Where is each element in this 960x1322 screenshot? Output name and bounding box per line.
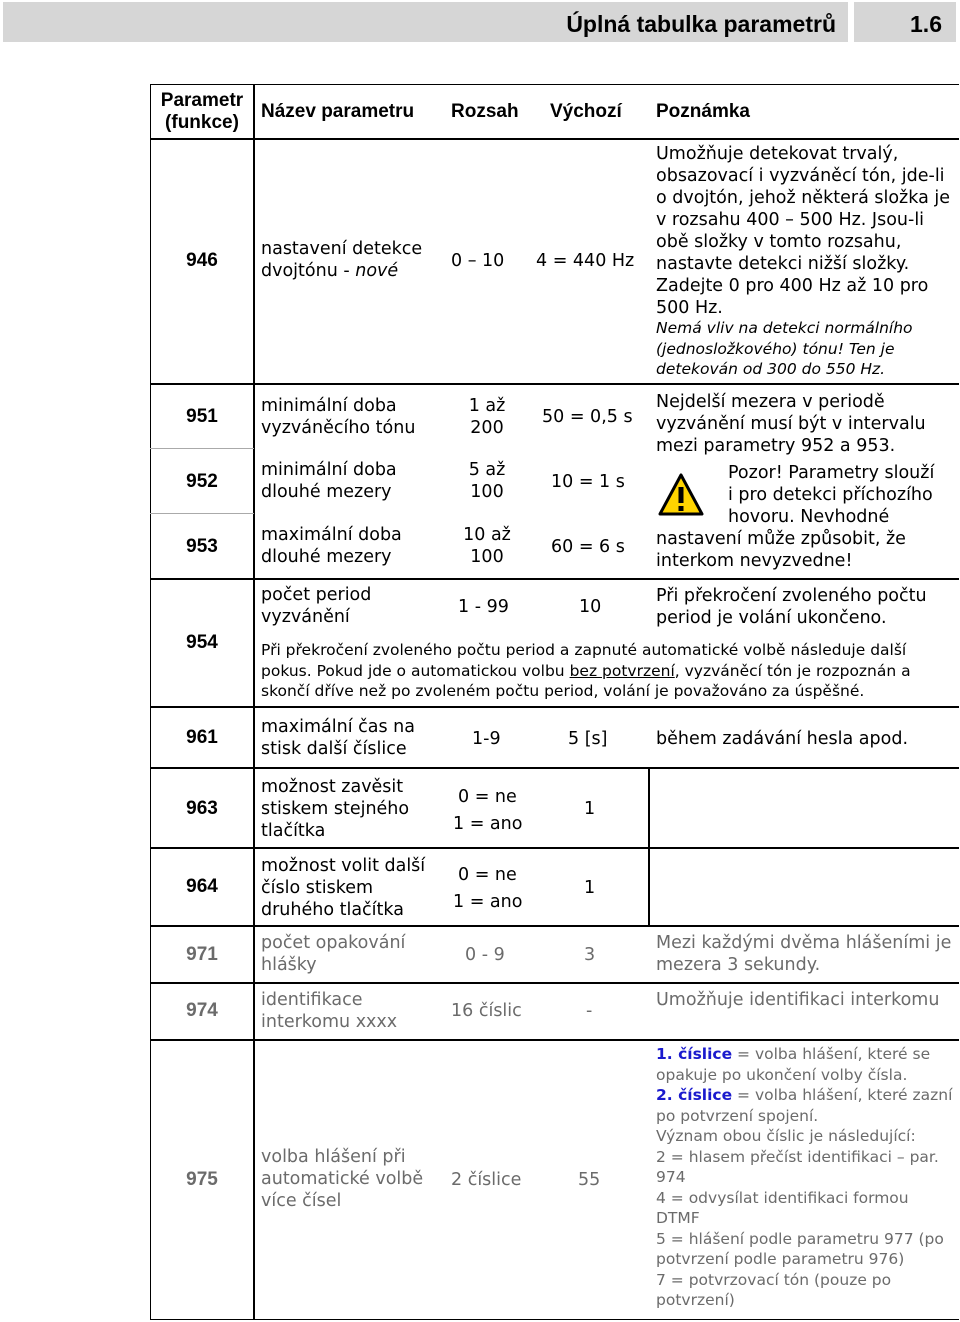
param-default: 10	[579, 597, 602, 617]
param-range: 16 číslic	[451, 1001, 522, 1021]
header-divider	[150, 138, 959, 140]
row-divider	[150, 448, 254, 449]
param-default: 4 = 440 Hz	[536, 251, 635, 271]
note-line: 7 = potvrzovací tón (pouze po potvrzení)	[656, 1270, 892, 1309]
param-range: 10 až 100	[463, 525, 511, 567]
warning-text-1: Pozor! Parametry slouží	[728, 463, 935, 483]
note-line: 2 = hlasem přečíst identifikaci – par. 974	[656, 1147, 939, 1186]
param-note-italic: Nemá vliv na detekci normálního (jednosložkového) tónu! Ten je detekován od 300 do 550 Hz.	[656, 319, 913, 378]
param-extra-note: Při překročení zvoleného počtu period a zapnuté automatické volbě následuje další pokus. Pokud jde o automatickou volbu bez potvrzení, vyzváněcí tón je rozpoznán a skončí dříve než po zvoleném počtu period, volání je považováno za úspěšné.	[261, 641, 911, 700]
note-line: Význam obou číslic je následující:	[656, 1127, 916, 1145]
col-header-param: Parametr (funkce)	[160, 90, 244, 133]
param-id: 952	[186, 471, 218, 492]
param-name: maximální doba dlouhé mezery	[261, 525, 402, 567]
param-range: 5 až 100	[468, 460, 506, 502]
param-id: 954	[186, 632, 218, 653]
row-divider	[150, 847, 959, 849]
page-title: Úplná tabulka parametrů	[3, 2, 848, 42]
param-default: 1	[584, 878, 596, 898]
warning-text-4: nastavení může způsobit, že interkom nevyzvedne!	[656, 529, 906, 571]
param-name: počet period vyzvánění	[261, 585, 372, 627]
col-header-default: Výchozí	[550, 101, 622, 122]
param-default: 60 = 6 s	[551, 537, 625, 557]
param-name: počet opakování hlášky	[261, 933, 406, 975]
col-header-note: Poznámka	[656, 101, 750, 122]
param-note: Nejdelší mezera v periodě vyzvánění musí být v intervalu mezi parametry 952 a 953.	[656, 392, 926, 456]
param-id: 946	[186, 250, 218, 271]
param-id: 961	[186, 727, 218, 748]
param-range: 1-9	[472, 729, 501, 749]
param-range: 0 – 10	[451, 251, 505, 271]
param-default: 55	[578, 1170, 601, 1190]
param-range: 1 - 99	[458, 597, 509, 617]
param-note	[656, 1044, 956, 1311]
warning-text-3: hovoru. Nevhodné	[728, 507, 890, 527]
row-divider	[150, 578, 959, 580]
param-name: možnost volit další číslo stiskem druhého tlačítka	[261, 856, 426, 920]
param-range: 2 číslice	[451, 1170, 522, 1190]
param-range-option: 0 = ne	[458, 787, 517, 807]
param-note: během zadávání hesla apod.	[656, 729, 909, 749]
row-divider	[150, 513, 254, 514]
note-line: 5 = hlášení podle parametru 977 (po potvrzení podle parametru 976)	[656, 1229, 944, 1268]
page-header	[3, 2, 956, 42]
column-divider	[648, 767, 650, 925]
param-id: 953	[186, 536, 218, 557]
param-id: 974	[186, 1000, 218, 1021]
param-note: Mezi každými dvěma hlášeními je mezera 3 sekundy.	[656, 933, 952, 975]
param-name: maximální čas na stisk další číslice	[261, 717, 415, 759]
row-divider	[150, 706, 959, 708]
param-id: 975	[186, 1169, 218, 1190]
warning-icon	[658, 472, 704, 518]
section-number: 1.6	[854, 2, 956, 42]
param-name: možnost zavěsit stiskem stejného tlačítka	[261, 777, 410, 841]
param-name: volba hlášení při automatické volbě více čísel	[261, 1147, 424, 1211]
param-id: 964	[186, 876, 218, 897]
param-id: 951	[186, 406, 218, 427]
param-id: 963	[186, 798, 218, 819]
col-header-name: Název parametru	[261, 101, 415, 122]
param-default: 5 [s]	[568, 729, 608, 749]
param-default: 1	[584, 799, 596, 819]
row-divider	[150, 1039, 959, 1041]
note-line: 4 = odvysílat identifikaci formou DTMF	[656, 1188, 909, 1227]
warning-text-2: i pro detekci příchozího	[728, 485, 933, 505]
col-header-range: Rozsah	[451, 101, 519, 122]
param-name: minimální doba vyzváněcího tónu	[261, 396, 416, 438]
param-name: minimální doba dlouhé mezery	[261, 460, 397, 502]
note-line: 1. číslice = volba hlášení, které se opakuje po ukončení volby čísla.	[656, 1045, 931, 1084]
param-default: 50 = 0,5 s	[542, 407, 633, 427]
param-range-option: 0 = ne	[458, 865, 517, 885]
param-range-option: 1 = ano	[453, 892, 523, 912]
row-divider	[150, 982, 959, 984]
param-default: 3	[584, 945, 596, 965]
param-default: -	[586, 1001, 593, 1021]
param-range: 0 - 9	[465, 945, 505, 965]
note-line: 2. číslice = volba hlášení, které zazní po potvrzení spojení.	[656, 1086, 953, 1125]
param-range-option: 1 = ano	[453, 814, 523, 834]
param-default: 10 = 1 s	[551, 472, 625, 492]
row-divider	[150, 767, 959, 769]
param-note: Umožňuje identifikaci interkomu	[656, 990, 940, 1010]
param-name: nastavení detekce dvojtónu - nové	[261, 239, 423, 281]
param-name: identifikace interkomu xxxx	[261, 990, 398, 1032]
row-divider	[150, 925, 959, 927]
param-range: 1 až 200	[468, 396, 506, 438]
param-note: Při překročení zvoleného počtu period je volání ukončeno.	[656, 586, 927, 628]
param-note: Umožňuje detekovat trvalý, obsazovací i vyzváněcí tón, jde-li o dvojtón, jehož některá složka je v rozsahu 400 – 500 Hz. Jsou-li obě složky v tomto rozsahu, nastavte detekci nižší složky. Zadejte 0 pro 400 Hz až 10 pro 500 Hz.	[656, 144, 950, 318]
param-id: 971	[186, 944, 218, 965]
row-divider	[150, 383, 959, 385]
